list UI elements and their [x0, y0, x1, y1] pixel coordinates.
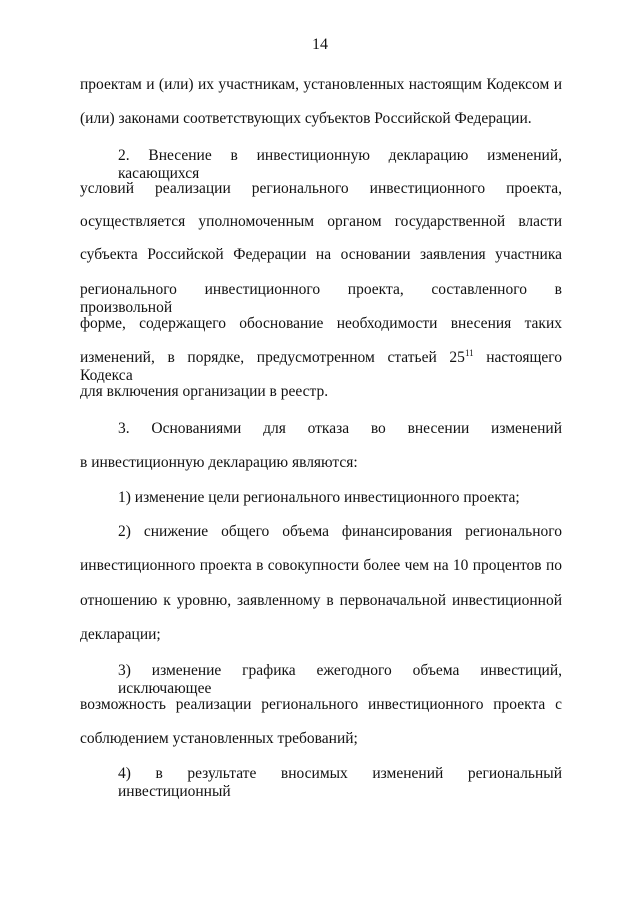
text-line-with-footnote	[80, 349, 562, 385]
text-line: (или) законами соответствующих субъектов Российской Федерации.	[80, 110, 532, 127]
text-fragment: настоящего Кодекса	[80, 349, 562, 384]
text-line: для включения организации в реестр.	[80, 383, 329, 400]
text-line: соблюдением установленных требований;	[80, 730, 358, 747]
list-item-3: 3) изменение графика ежегодного объема инвестиций, исключающее	[118, 662, 562, 697]
paragraph-3-start: 3. Основаниями для отказа во внесении изменений	[118, 420, 562, 437]
text-line: осуществляется уполномоченным органом государственной власти	[80, 213, 562, 230]
text-line: форме, содержащего обоснование необходимости внесения таких	[80, 315, 562, 332]
text-line: отношению к уровню, заявленному в первоначальной инвестиционной	[80, 592, 562, 609]
article-superscript: 11	[464, 348, 474, 358]
list-item-4: 4) в результате вносимых изменений региональный инвестиционный	[118, 765, 562, 800]
text-line: регионального инвестиционного проекта, составленного в произвольной	[80, 281, 562, 316]
text-line: возможность реализации регионального инвестиционного проекта с	[80, 696, 562, 713]
page-number: 14	[312, 36, 328, 53]
text-line: проектам и (или) их участникам, установленных настоящим Кодексом и	[80, 76, 562, 93]
text-line: инвестиционного проекта в совокупности более чем на 10 процентов по	[80, 557, 562, 574]
text-line: декларации;	[80, 626, 161, 643]
paragraph-2-start: 2. Внесение в инвестиционную декларацию изменений, касающихся	[118, 147, 562, 182]
list-item-1: 1) изменение цели регионального инвестиционного проекта;	[118, 489, 520, 506]
text-line: условий реализации регионального инвестиционного проекта,	[80, 180, 562, 197]
list-item-2: 2) снижение общего объема финансирования регионального	[118, 523, 562, 540]
text-line: в инвестиционную декларацию являются:	[80, 454, 358, 471]
text-line: субъекта Российской Федерации на основании заявления участника	[80, 246, 562, 263]
text-fragment: изменений, в порядке, предусмотренном статьей 25	[80, 349, 465, 366]
